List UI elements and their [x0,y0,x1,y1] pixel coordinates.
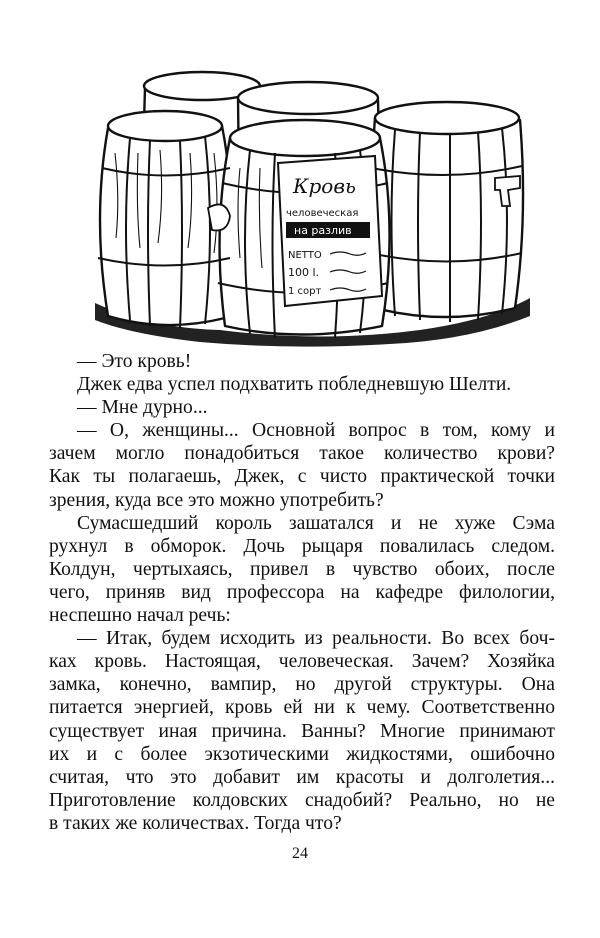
text-line: Приготовление колдовских снадобий? Реально, но не [49,789,555,811]
text-line: их и с более экзотическими жидкостями, ошибочно [49,743,555,765]
label-word: Кровь [293,174,356,198]
text-line: считая, что это добавит им красоты и долголетия... [49,766,555,788]
text-line: зрения, куда все это можно употребить? [49,489,384,511]
text-line: чего, приняв вид профессора на кафедре филологии, [49,581,555,603]
text-line: — Это кровь! [77,351,192,372]
text-line: в таких же количествах. Тогда что? [49,812,342,834]
text-line: неспешно начал речь: [49,605,231,627]
barrels-illustration [90,58,535,348]
body-text [49,350,555,835]
text-line: Как ты полагаешь, Джек, с чисто практической точки [49,466,555,488]
page-number: 24 [292,845,308,862]
label-grade: 1 сорт [288,286,322,297]
label-line2: человеческая [286,208,359,219]
text-line: зачем могло понадобиться такое количество крови? [49,443,555,465]
text-line: Джек едва успел подхватить побледневшую Шелти. [77,374,512,396]
text-line: — Итак, будем исходить из реальности. Во всех боч- [77,628,555,650]
text-line: Колдун, чертыхаясь, привел в чувство обоих, после [49,558,555,580]
barrel-label [278,156,382,306]
text-line: Сумасшедший король зашатался и не хуже Сэма [77,512,555,534]
label-line3: на разлив [294,224,352,237]
label-netto: NETTO [288,250,322,261]
text-line: существует иная причина. Ванны? Многие принимают [49,720,555,742]
text-line: питается энергией, кровь ей ни к чему. Соответственно [49,697,555,719]
text-line: замка, конечно, вампир, но другой структуры. Она [49,674,555,696]
text-line: — Мне дурно... [77,397,208,419]
text-line: — О, женщины... Основной вопрос в том, кому и [77,420,555,442]
label-volume: 100 l. [288,266,320,279]
text-line: рухнул в обморок. Дочь рыцаря повалилась следом. [49,535,555,557]
text-line: ках кровь. Настоящая, человеческая. Зачем? Хозяйка [49,651,555,673]
bung-icon [208,204,230,230]
